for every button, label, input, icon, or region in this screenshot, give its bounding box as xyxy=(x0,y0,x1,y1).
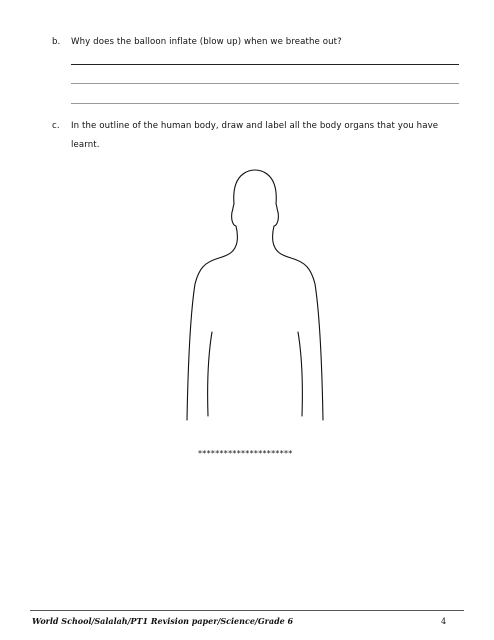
question-b-text: Why does the balloon inflate (blow up) when we breathe out? xyxy=(71,37,342,47)
page-number: 4 xyxy=(441,617,447,626)
question-c-label: c. xyxy=(52,121,60,131)
answer-line-3[interactable] xyxy=(71,103,459,104)
answer-line-2[interactable] xyxy=(71,83,459,84)
human-body-outline[interactable] xyxy=(185,166,325,422)
footer-rule xyxy=(30,610,464,611)
question-c-text-line1: In the outline of the human body, draw and label all the body organs that you have xyxy=(71,121,439,131)
question-b-label: b. xyxy=(52,37,61,47)
answer-line-1[interactable] xyxy=(71,64,459,65)
question-c-text-line2: learnt. xyxy=(71,140,100,150)
footer-text: World School/Salalah/PT1 Revision paper/Science/Grade 6 xyxy=(32,616,294,626)
end-separator: ********************** xyxy=(198,449,293,458)
